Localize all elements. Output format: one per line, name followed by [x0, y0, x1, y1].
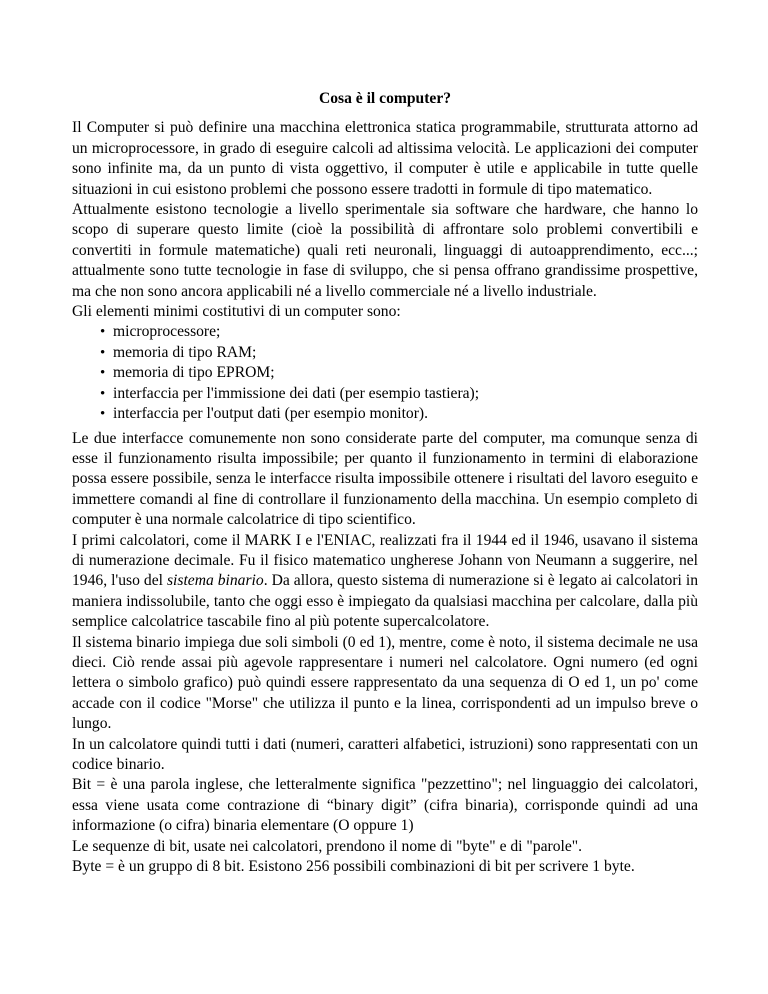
bullet-icon: •: [100, 365, 106, 382]
list-item-text: memoria di tipo RAM;: [113, 343, 257, 361]
bullet-icon: •: [100, 385, 106, 402]
list-item: [100, 384, 698, 404]
components-list: [72, 322, 698, 424]
list-item: [100, 343, 698, 363]
list-item-text: interfaccia per l'output dati (per esempio monitor).: [113, 405, 429, 423]
list-item-text: memoria di tipo EPROM;: [113, 364, 275, 382]
document-title: Cosa è il computer?: [318, 90, 452, 107]
list-item-text: interfaccia per l'immissione dei dati (per esempio tastiera);: [113, 384, 480, 402]
body-paragraph-history: [72, 531, 698, 633]
list-intro: Gli elementi minimi costitutivi di un computer sono:: [72, 303, 401, 321]
history-text-end: . Da allora, questo sistema di numerazione si è legato ai calcolatori in maniera indissolubile, tanto che oggi esso è impiegato da qualsiasi macchina per calcolare, dalla più semplice calcolatrice tascabile fino al più potente supercalcolatore.: [72, 572, 698, 631]
intro-paragraph: Attualmente esistono tecnologie a livello sperimentale sia software che hardware, che hanno lo scopo di superare questo limite (cioè la possibilità di affrontare solo problemi convertibili e convertiti in formule matematiche) quali reti neuronali, linguaggi di autoapprendimento, ecc...; attualmente sono tutte tecnologie in fase di sviluppo, che si pensa offrano grandissime prospettive, ma che non sono ancora applicabili né a livello commerciale né a livello industriale.: [72, 201, 698, 300]
bit-sequences: Le sequenze di bit, usate nei calcolatori, prendono il nome di "byte" e di "parole".: [72, 837, 583, 855]
emphasis-binary-system: sistema binario: [166, 572, 264, 590]
list-item: [100, 322, 698, 342]
body-paragraph-binary-code: In un calcolatore quindi tutti i dati (numeri, caratteri alfabetici, istruzioni) sono rappresentati con un codice binario.: [72, 735, 698, 773]
list-item: [100, 363, 698, 383]
list-item-text: microprocessore;: [113, 323, 221, 341]
list-item: [100, 404, 698, 424]
body-paragraph-interfaces: Le due interfacce comunemente non sono considerate parte del computer, ma comunque senza di esse il funzionamento risulta impossibile; per quanto il funzionamento in termini di elaborazione possa essere possibile, senza le interfacce risulta impossibile ottenere i risultati del lavoro eseguito e immettere comandi al fine di controllare il funzionamento della macchina. Un esempio completo di computer è una normale calcolatrice di tipo scientifico.: [72, 429, 698, 529]
document-page: [72, 89, 698, 877]
intro-paragraph: Il Computer si può definire una macchina elettronica statica programmabile, strutturata attorno ad un microprocessore, in grado di eseguire calcoli ad altissima velocità. Le applicazioni dei computer sono infinite ma, da un punto di vista oggettivo, il computer è utile e applicabile in tutte quelle situazioni in cui esistono problemi che possono essere tradotti in formule di tipo matematico.: [72, 119, 698, 198]
bit-definition: Bit = è una parola inglese, che letteralmente significa "pezzettino"; nel linguaggio dei calcolatori, essa viene usata come contrazione di “binary digit” (cifra binaria), corrisponde quindi ad una informazione (o cifra) binaria elementare (O oppure 1): [72, 776, 698, 835]
body-paragraph-binary: Il sistema binario impiega due soli simboli (0 ed 1), mentre, come è noto, il sistema decimale ne usa dieci. Ciò rende assai più agevole rappresentare i numeri nel calcolatore. Ogni numero (ed ogni lettera o simbolo grafico) può quindi essere rappresentato da una sequenza di O ed 1, un po' come accade con il codice "Morse" che utilizza il punto e la linea, corrispondenti ad un impulso breve o lungo.: [72, 633, 698, 733]
byte-definition: Byte = è un gruppo di 8 bit. Esistono 256 possibili combinazioni di bit per scrivere 1 byte.: [72, 858, 635, 876]
bullet-icon: •: [100, 406, 106, 423]
history-text-start: I primi calcolatori, come il MARK I e l'ENIAC, realizzati fra il 1944 ed il 1946, usavano il sistema di numerazione decimale. Fu il fisico matematico ungherese Johann von Neumann a suggerire, nel 1946, l'uso del: [72, 531, 698, 590]
bullet-icon: •: [100, 344, 106, 361]
bullet-icon: •: [100, 324, 106, 341]
